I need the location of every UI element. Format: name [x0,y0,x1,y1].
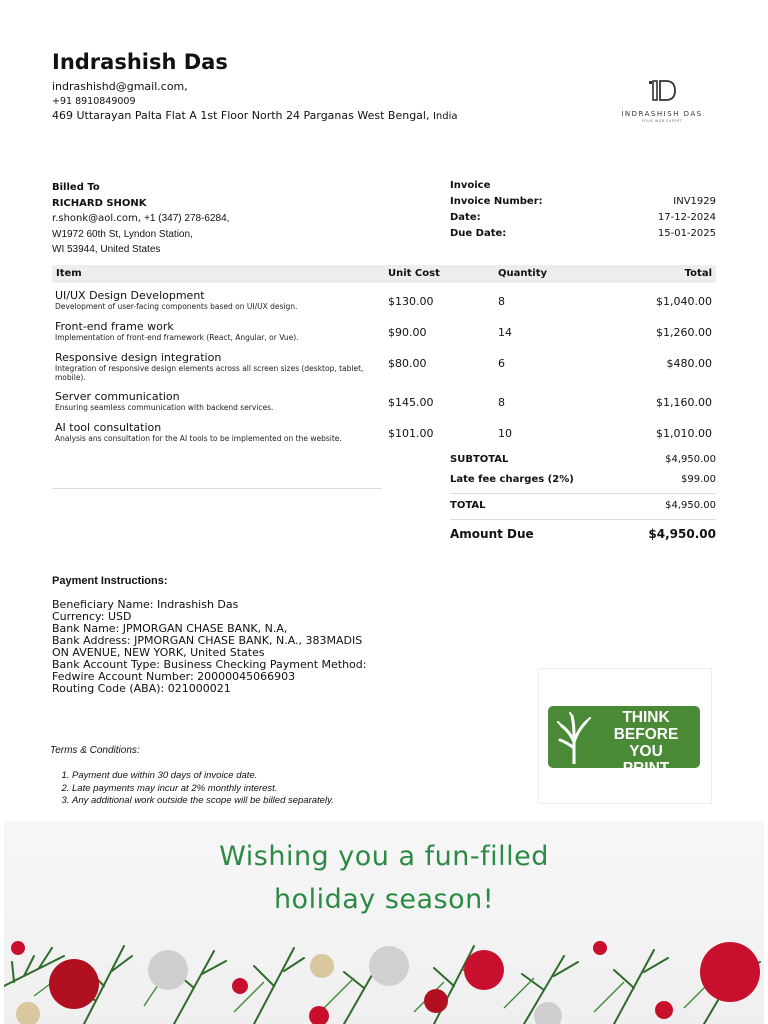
item-description: Implementation of front-end framework (React, Angular, or Vue). [55,333,299,342]
header-unit-cost: Unit Cost [388,268,440,279]
sender-email: indrashishd@gmail.com, [52,80,188,93]
invoice-due-row [450,226,716,242]
total-row [450,500,716,511]
client-phone: +1 (347) 278-6284, [144,213,230,224]
item-unit-cost: $80.00 [388,357,427,370]
terms-title: Terms & Conditions: [50,745,140,756]
late-fee-value: $99.00 [681,474,716,485]
table-row [52,351,716,387]
table-row [52,289,716,317]
item-quantity: 8 [498,295,505,308]
item-unit-cost: $145.00 [388,396,434,409]
list-item: 3. Any additional work outside the scope will be billed separately. [72,795,334,808]
invoice-due-label: Due Date: [450,228,507,239]
subtotal-label: SUBTOTAL [450,454,509,465]
item-description: Integration of responsive design elements across all screen sizes (desktop, tablet, mobile). [55,364,364,382]
sender-name: Indrashish Das [52,50,228,74]
client-address-1: W1972 60th St, Lyndon Station, [52,228,193,240]
total-label: TOTAL [450,500,486,511]
item-quantity: 6 [498,357,505,370]
client-email: r.shonk@aol.com, [52,213,141,224]
invoice-date-row [450,210,716,226]
item-total: $480.00 [666,357,712,370]
badge-line-2: BEFORE YOU [613,726,679,760]
item-title: AI tool consultation [55,421,162,434]
logo-wordmark: INDRASHISH DAS [621,110,703,118]
payment-instructions-text: Beneficiary Name: Indrashish Das Currency: USD Bank Name: JPMORGAN CHASE BANK, N.A, Bank Address: JPMORGAN CHASE BANK, N.A., 383MADIS ON AVENUE, NEW YORK, United States Bank Account Type: Business Checking Payment Method: Fedwire Account Number: 20000045066903 Routing Code (ABA): 021000021 [52,598,367,695]
item-total: $1,040.00 [656,295,712,308]
sender-address: 469 Uttarayan Palta Flat A 1st Floor North 24 Parganas West Bengal, [52,109,430,122]
logo-tagline: YOUR WEB EXPERT [641,119,683,123]
item-description: Development of user-facing components based on UI/UX design. [55,302,298,311]
logo-mark-icon [645,78,679,104]
invoice-details [450,178,716,242]
subtotal-value: $4,950.00 [665,454,716,465]
item-description: Ensuring seamless communication with backend services. [55,403,274,412]
divider [450,519,716,520]
invoice-number-label: Invoice Number: [450,196,543,207]
amount-due-row [450,527,716,541]
amount-due-label: Amount Due [450,527,534,541]
sender-address-line [52,109,458,122]
client-name: RICHARD SHONK [52,197,147,209]
sender-country: India [432,111,458,122]
invoice-label: Invoice [450,180,491,191]
item-unit-cost: $101.00 [388,427,434,440]
client-address-2: WI 53944, United States [52,244,161,255]
invoice-number: INV1929 [673,196,716,207]
payment-instructions-title: Payment Instructions: [52,575,168,587]
item-unit-cost: $90.00 [388,326,427,339]
late-fee-row [450,474,716,485]
item-quantity: 10 [498,427,512,440]
item-title: UI/UX Design Development [55,289,205,302]
greeting-line-2: holiday season! [273,884,495,915]
header-item: Item [56,268,82,279]
tree-icon [556,712,592,764]
item-total: $1,160.00 [656,396,712,409]
item-title: Server communication [55,390,180,403]
list-item: 1. Payment due within 30 days of invoice date. [72,770,334,783]
item-title: Responsive design integration [55,351,222,364]
invoice-due-date: 15-01-2025 [657,228,716,239]
company-logo [612,78,712,128]
amount-due-value: $4,950.00 [648,527,716,541]
billed-to-block [52,180,352,258]
invoice-date: 17-12-2024 [657,212,716,223]
item-description: Analysis ans consultation for the AI tools to be implemented on the website. [55,434,342,443]
divider [52,488,382,489]
invoice-date-label: Date: [450,212,481,223]
header-quantity: Quantity [498,268,547,279]
list-item: 2. Late payments may incur at 2% monthly interest. [72,783,334,796]
total-value: $4,950.00 [665,500,716,511]
badge-line-3: PRINT [622,760,670,777]
item-total: $1,010.00 [656,427,712,440]
greeting-line-1: Wishing you a fun-filled [219,841,549,872]
item-title: Front-end frame work [55,320,174,333]
table-row [52,390,716,418]
table-row [52,421,716,449]
think-before-print-badge [548,706,700,777]
badge-line-1: THINK [622,709,670,726]
billed-to-label: Billed To [52,182,100,193]
item-quantity: 8 [498,396,505,409]
late-fee-label: Late fee charges (2%) [450,474,574,485]
terms-list [52,770,334,808]
table-row [52,320,716,348]
subtotal-row [450,454,716,465]
ornaments-pine-illustration [4,926,764,1024]
invoice-number-row [450,194,716,210]
item-unit-cost: $130.00 [388,295,434,308]
header-total: Total [684,268,712,279]
sender-phone: +91 8910849009 [52,96,136,107]
holiday-banner [4,821,764,1024]
items-table-header [52,265,716,283]
badge-text [596,709,696,777]
item-quantity: 14 [498,326,512,339]
divider [450,493,716,494]
item-total: $1,260.00 [656,326,712,339]
